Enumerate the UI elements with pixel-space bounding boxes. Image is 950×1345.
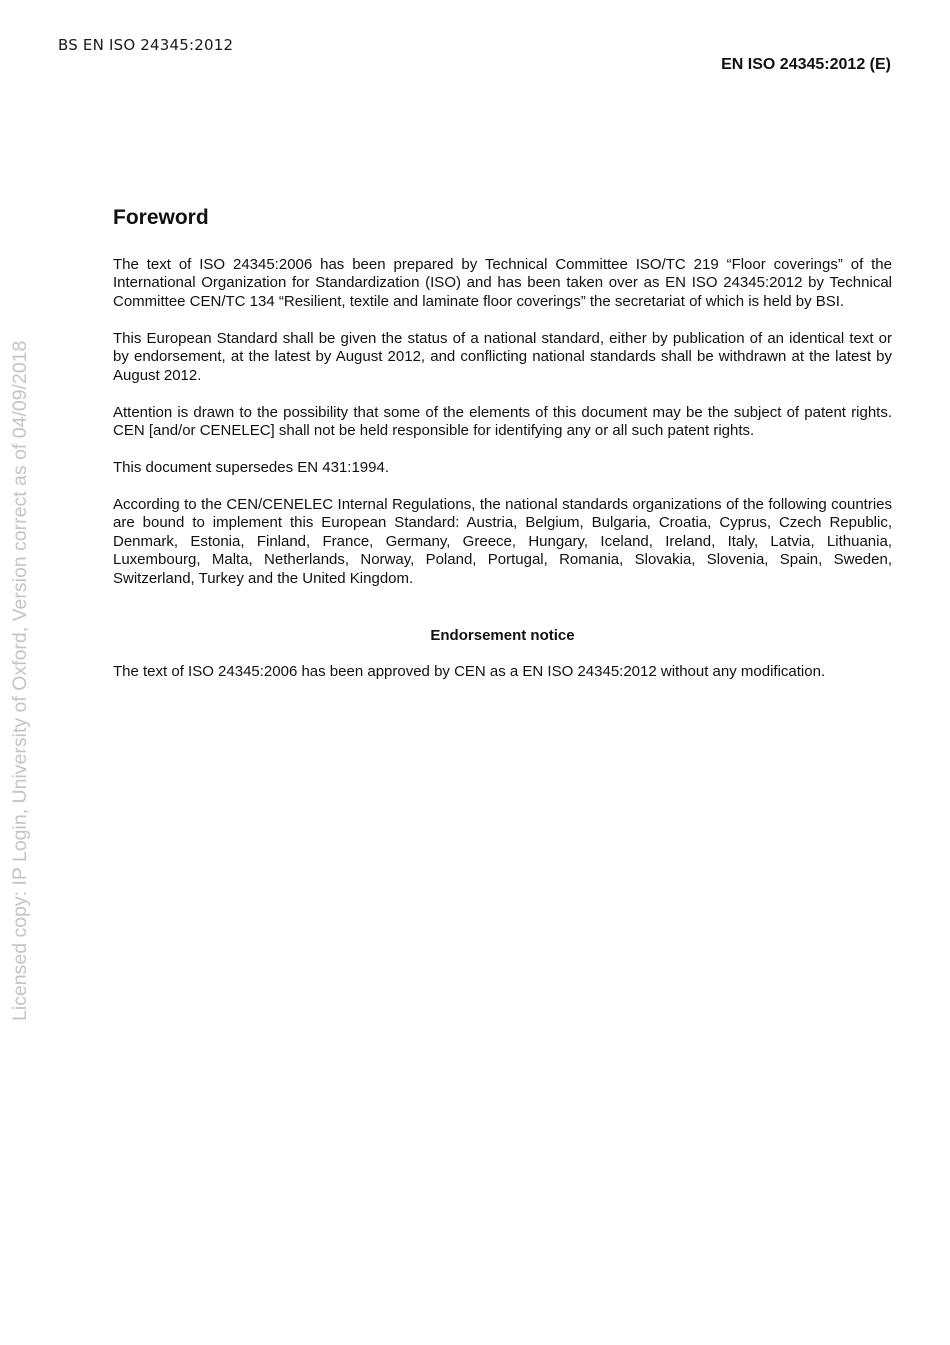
document-code-header: BS EN ISO 24345:2012 — [58, 36, 234, 54]
page-content — [113, 206, 892, 700]
standard-reference-header: EN ISO 24345:2012 (E) — [721, 56, 891, 73]
foreword-paragraph-2: This European Standard shall be given the status of a national standard, either by publication of an identical text or by endorsement, at the latest by August 2012, and conflicting national standards shall be withdrawn at the latest by August 2012. — [113, 329, 892, 384]
license-watermark: Licensed copy: IP Login, University of Oxford, Version correct as of 04/09/2018 — [9, 340, 31, 1021]
foreword-paragraph-1: The text of ISO 24345:2006 has been prepared by Technical Committee ISO/TC 219 “Floor coverings” of the International Organization for Standardization (ISO) and has been taken over as EN ISO 24345:2012 by Technical Committee CEN/TC 134 “Resilient, textile and laminate floor coverings” the secretariat of which is held by BSI. — [113, 256, 892, 310]
foreword-paragraph-3: Attention is drawn to the possibility that some of the elements of this document may be the subject of patent rights. CEN [and/or CENELEC] shall not be held responsible for identifying any or all such patent rights. — [113, 403, 892, 440]
endorsement-notice-title: Endorsement notice — [430, 627, 575, 645]
foreword-paragraph-4: This document supersedes EN 431:1994. — [113, 459, 389, 477]
foreword-title: Foreword — [113, 206, 209, 229]
foreword-paragraph-5: According to the CEN/CENELEC Internal Regulations, the national standards organizations of the following countries are bound to implement this European Standard: Austria, Belgium, Bulgaria, Croatia, Cyprus, Czech Republic, Denmark, Estonia, Finland, France, Germany, Greece, Hungary, Iceland, Ireland, Italy, Latvia, Lithuania, Luxembourg, Malta, Netherlands, Norway, Poland, Portugal, Romania, Slovakia, Slovenia, Spain, Sweden, Switzerland, Turkey and the United Kingdom. — [113, 496, 892, 587]
endorsement-notice-text: The text of ISO 24345:2006 has been approved by CEN as a EN ISO 24345:2012 without any modification. — [113, 663, 826, 681]
